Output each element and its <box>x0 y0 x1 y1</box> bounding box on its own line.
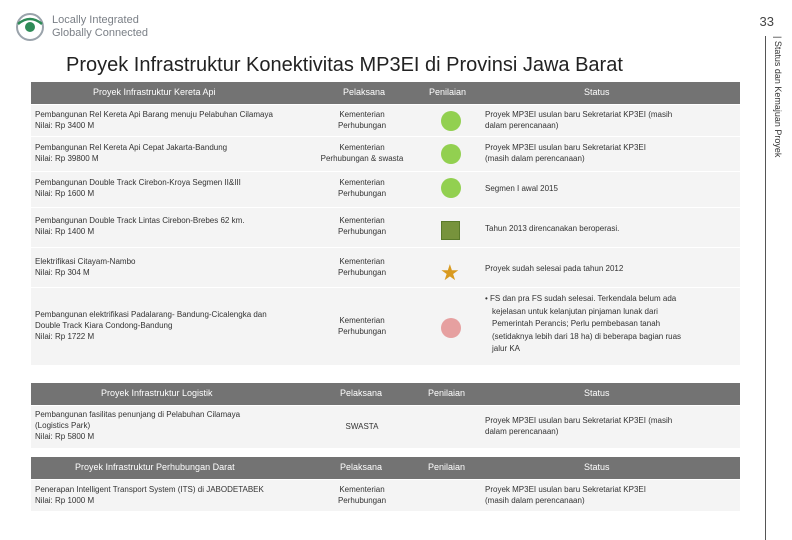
header-pelaksana: Pelaksana <box>343 87 386 97</box>
pelaksana: SWASTA <box>345 422 379 431</box>
logo-line2: Globally Connected <box>52 27 149 39</box>
project-value: Nilai: Rp 5800 M <box>35 432 95 441</box>
project-value: Nilai: Rp 1600 M <box>35 189 95 198</box>
project-value: Nilai: Rp 1400 M <box>35 227 95 236</box>
page-number: 33 <box>759 14 774 29</box>
rating-green-circle-icon <box>441 111 461 131</box>
page-title: Proyek Infrastruktur Konektivitas MP3EI di Provinsi Jawa Barat <box>66 54 623 76</box>
project-name-line2: Double Track Kiara Condong-Bandung <box>35 321 173 330</box>
project-value: Nilai: Rp 1000 M <box>35 496 95 505</box>
project-value: Nilai: Rp 304 M <box>35 268 90 277</box>
table-row <box>31 136 740 171</box>
header-penilaian: Penilaian <box>429 87 467 97</box>
project-value: Nilai: Rp 3400 M <box>35 121 95 130</box>
status-text-line2: dalam perencanaan) <box>485 121 559 130</box>
project-value: Nilai: Rp 1722 M <box>35 332 95 341</box>
project-name: Pembangunan Rel Kereta Api Cepat Jakarta-Bandung <box>35 143 228 152</box>
header-status: Status <box>584 462 610 472</box>
header-pelaksana: Pelaksana <box>340 462 383 472</box>
status-text-line2: (masih dalam perencanaan) <box>485 154 585 163</box>
pelaksana: Kementerian <box>339 216 385 225</box>
header-penilaian: Penilaian <box>428 388 466 398</box>
status-text: Proyek MP3EI usulan baru Sekretariat KP3EI <box>485 485 646 494</box>
table-row <box>31 287 740 365</box>
status-text-line4: (setidaknya lebih dari 18 ha) di beberapa bagian ruas <box>492 331 682 341</box>
pelaksana: Kementerian <box>339 316 385 325</box>
header-project: Proyek Infrastruktur Kereta Api <box>93 87 216 97</box>
side-divider <box>765 36 766 540</box>
project-name: Elektrifikasi Citayam-Nambo <box>35 257 136 266</box>
pelaksana-line2: Perhubungan <box>337 327 387 336</box>
pelaksana: Kementerian <box>339 143 385 152</box>
table-row <box>31 479 740 511</box>
header-status: Status <box>584 87 610 97</box>
status-text-line1: FS dan pra FS sudah selesai. Terkendala belum ada <box>490 294 677 303</box>
table-row <box>31 171 740 207</box>
rating-star-icon: ★ <box>440 260 460 285</box>
status-text: Segmen I awal 2015 <box>485 184 558 193</box>
status-text-line2: (masih dalam perencanaan) <box>485 496 585 505</box>
project-name: Pembangunan Double Track Lintas Cirebon-Brebes 62 km. <box>35 216 245 225</box>
rating-green-circle-icon <box>441 178 461 198</box>
table-header-logistik <box>31 383 740 405</box>
pelaksana: Kementerian <box>339 257 385 266</box>
logo-text <box>52 14 148 40</box>
status-text-line3: Pemerintah Perancis; Perlu pembebasan tanah <box>492 319 661 328</box>
table-header-kereta-api <box>31 82 740 104</box>
table-row <box>31 104 740 136</box>
project-name: Penerapan Intelligent Transport System (ITS) di JABODETABEK <box>35 485 264 494</box>
project-name: Pembangunan Double Track Cirebon-Kroya Segmen II&III <box>35 178 241 187</box>
rating-green-square-icon <box>441 221 460 240</box>
logo-line1: Locally Integrated <box>52 14 139 26</box>
pelaksana-line2: Perhubungan <box>337 227 387 236</box>
status-text-line2: dalam perencanaan) <box>485 427 559 436</box>
pelaksana-line2: Perhubungan <box>337 121 387 130</box>
status-text-line5: jalur KA <box>492 344 521 353</box>
rating-green-circle-icon <box>441 144 461 164</box>
table-row <box>31 405 740 448</box>
pelaksana: Kementerian <box>339 110 385 119</box>
pelaksana-line2: Perhubungan <box>337 189 387 198</box>
project-value: Nilai: Rp 39800 M <box>35 154 99 163</box>
header-project: Proyek Infrastruktur Perhubungan Darat <box>75 462 235 472</box>
status-text: Proyek MP3EI usulan baru Sekretariat KP3EI <box>485 143 646 152</box>
status-text-line2: kejelasan untuk kelanjutan pinjaman lunak dari <box>492 306 658 316</box>
status-text: Proyek MP3EI usulan baru Sekretariat KP3EI (masih <box>485 110 673 119</box>
project-name: Pembangunan Rel Kereta Api Barang menuju Pelabuhan Cilamaya <box>35 110 273 119</box>
header-project: Proyek Infrastruktur Logistik <box>101 388 213 398</box>
status-text: Tahun 2013 direncanakan beroperasi. <box>485 224 620 233</box>
project-name-line2: (Logistics Park) <box>35 421 91 430</box>
pelaksana-line2: Perhubungan & swasta <box>320 154 404 163</box>
header-pelaksana: Pelaksana <box>340 388 383 398</box>
pelaksana: Kementerian <box>339 485 385 494</box>
status-text: Proyek MP3EI usulan baru Sekretariat KP3EI (masih <box>485 416 673 425</box>
project-name: Pembangunan elektrifikasi Padalarang- Bandung-Cicalengka dan <box>35 310 267 319</box>
table-row <box>31 207 740 247</box>
side-label: | Status dan Kemajuan Proyek <box>773 36 783 158</box>
pelaksana: Kementerian <box>339 178 385 187</box>
pelaksana-line2: Perhubungan <box>337 268 387 277</box>
status-text: Proyek sudah selesai pada tahun 2012 <box>485 264 624 273</box>
table-row <box>31 247 740 287</box>
status-text: • FS dan pra FS sudah selesai. Terkendala belum ada <box>485 294 677 303</box>
pelaksana-line2: Perhubungan <box>337 496 387 505</box>
rating-pink-circle-icon <box>441 318 461 338</box>
project-name: Pembangunan fasilitas penunjang di Pelabuhan Cilamaya <box>35 410 241 419</box>
table-header-perhubungan-darat <box>31 457 740 479</box>
header-status: Status <box>584 388 610 398</box>
header-penilaian: Penilaian <box>428 462 466 472</box>
